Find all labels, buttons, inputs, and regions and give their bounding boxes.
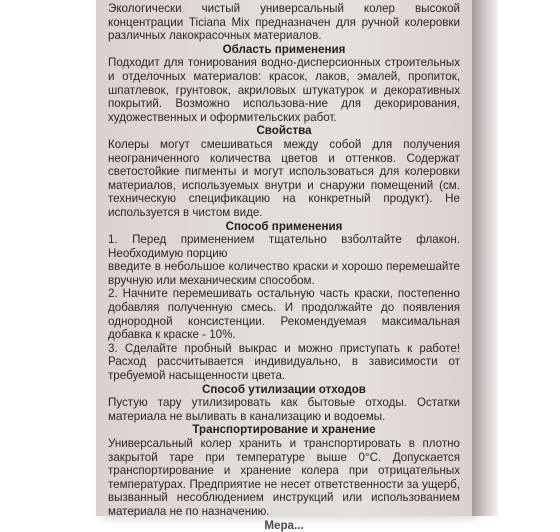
properties-paragraph: Колеры могут смешиваться между собой для получения неограниченного количества цветов и оттенков. Содержат светостойкие пигменты и могут использоваться для колеровки материалов, используемых внутри и снаружи помещений (см. техническую спецификацию на конкретный продукт). Не используется в чистом виде. [108,137,460,219]
section-heading-properties: Свойства [256,124,312,138]
disposal-paragraph: Пустую тару утилизировать как бытовые отходы. Остатки материала не выливать в канализацию и водоемы. [108,396,460,423]
cut-off-heading: Мера... [264,518,304,532]
section-heading-transport-storage: Транспортирование и хранение [192,423,376,437]
application-area-paragraph: Подходит для тонирования водно-дисперсионных строительных и отделочных материалов: красок, лаков, эмалей, пропиток, шпатлевок, грунтовок, акриловых штукатурок и декоративных покрытий. Возможно использова-ние для декорирования, художественных и оформительских работ. [108,56,460,124]
usage-step-1: 1. Перед применением тщательно взболтайте флакон. Необходимую порцию [108,233,460,260]
usage-step-3: 3. Сделайте пробный выкрас и можно приступать к работе! Расход рассчитывается индивидуально, в зависимости от требуемой насыщенности цвета. [108,341,460,383]
section-heading-usage: Способ применения [225,219,343,233]
usage-step-2: 2. Начните перемешивать остальную часть краски, постепенно добавляя полученную смесь. И продолжайте до появления однородной консистенции. Рекомендуемая максимальная добавка к краске - 10%. [108,287,460,342]
intro-paragraph: Экологически чистый универсальный колер высокой концентрации Ticiana Mix предназначен для ручной колеровки различных лакокрасочных материалов. [108,2,460,43]
section-heading-disposal: Способ утилизации отходов [202,382,366,396]
usage-step-1-continued: введите в небольшое количество краски и хорошо перемешайте вручную или механическим способом. [108,260,460,287]
section-heading-application-area: Область применения [222,42,346,56]
label-text-block [108,2,460,532]
label-edge-shadow [472,0,498,516]
transport-storage-paragraph: Универсальный колер хранить и транспортировать в плотно закрытой таре при температуре выше 0°С. Допускается транспортирование и хранение колера при отрицательных температурах. Предприятие не несет ответственности за ущерб, вызванный несоблюдением инструкций или использованием материала не по назначению. [108,437,460,518]
